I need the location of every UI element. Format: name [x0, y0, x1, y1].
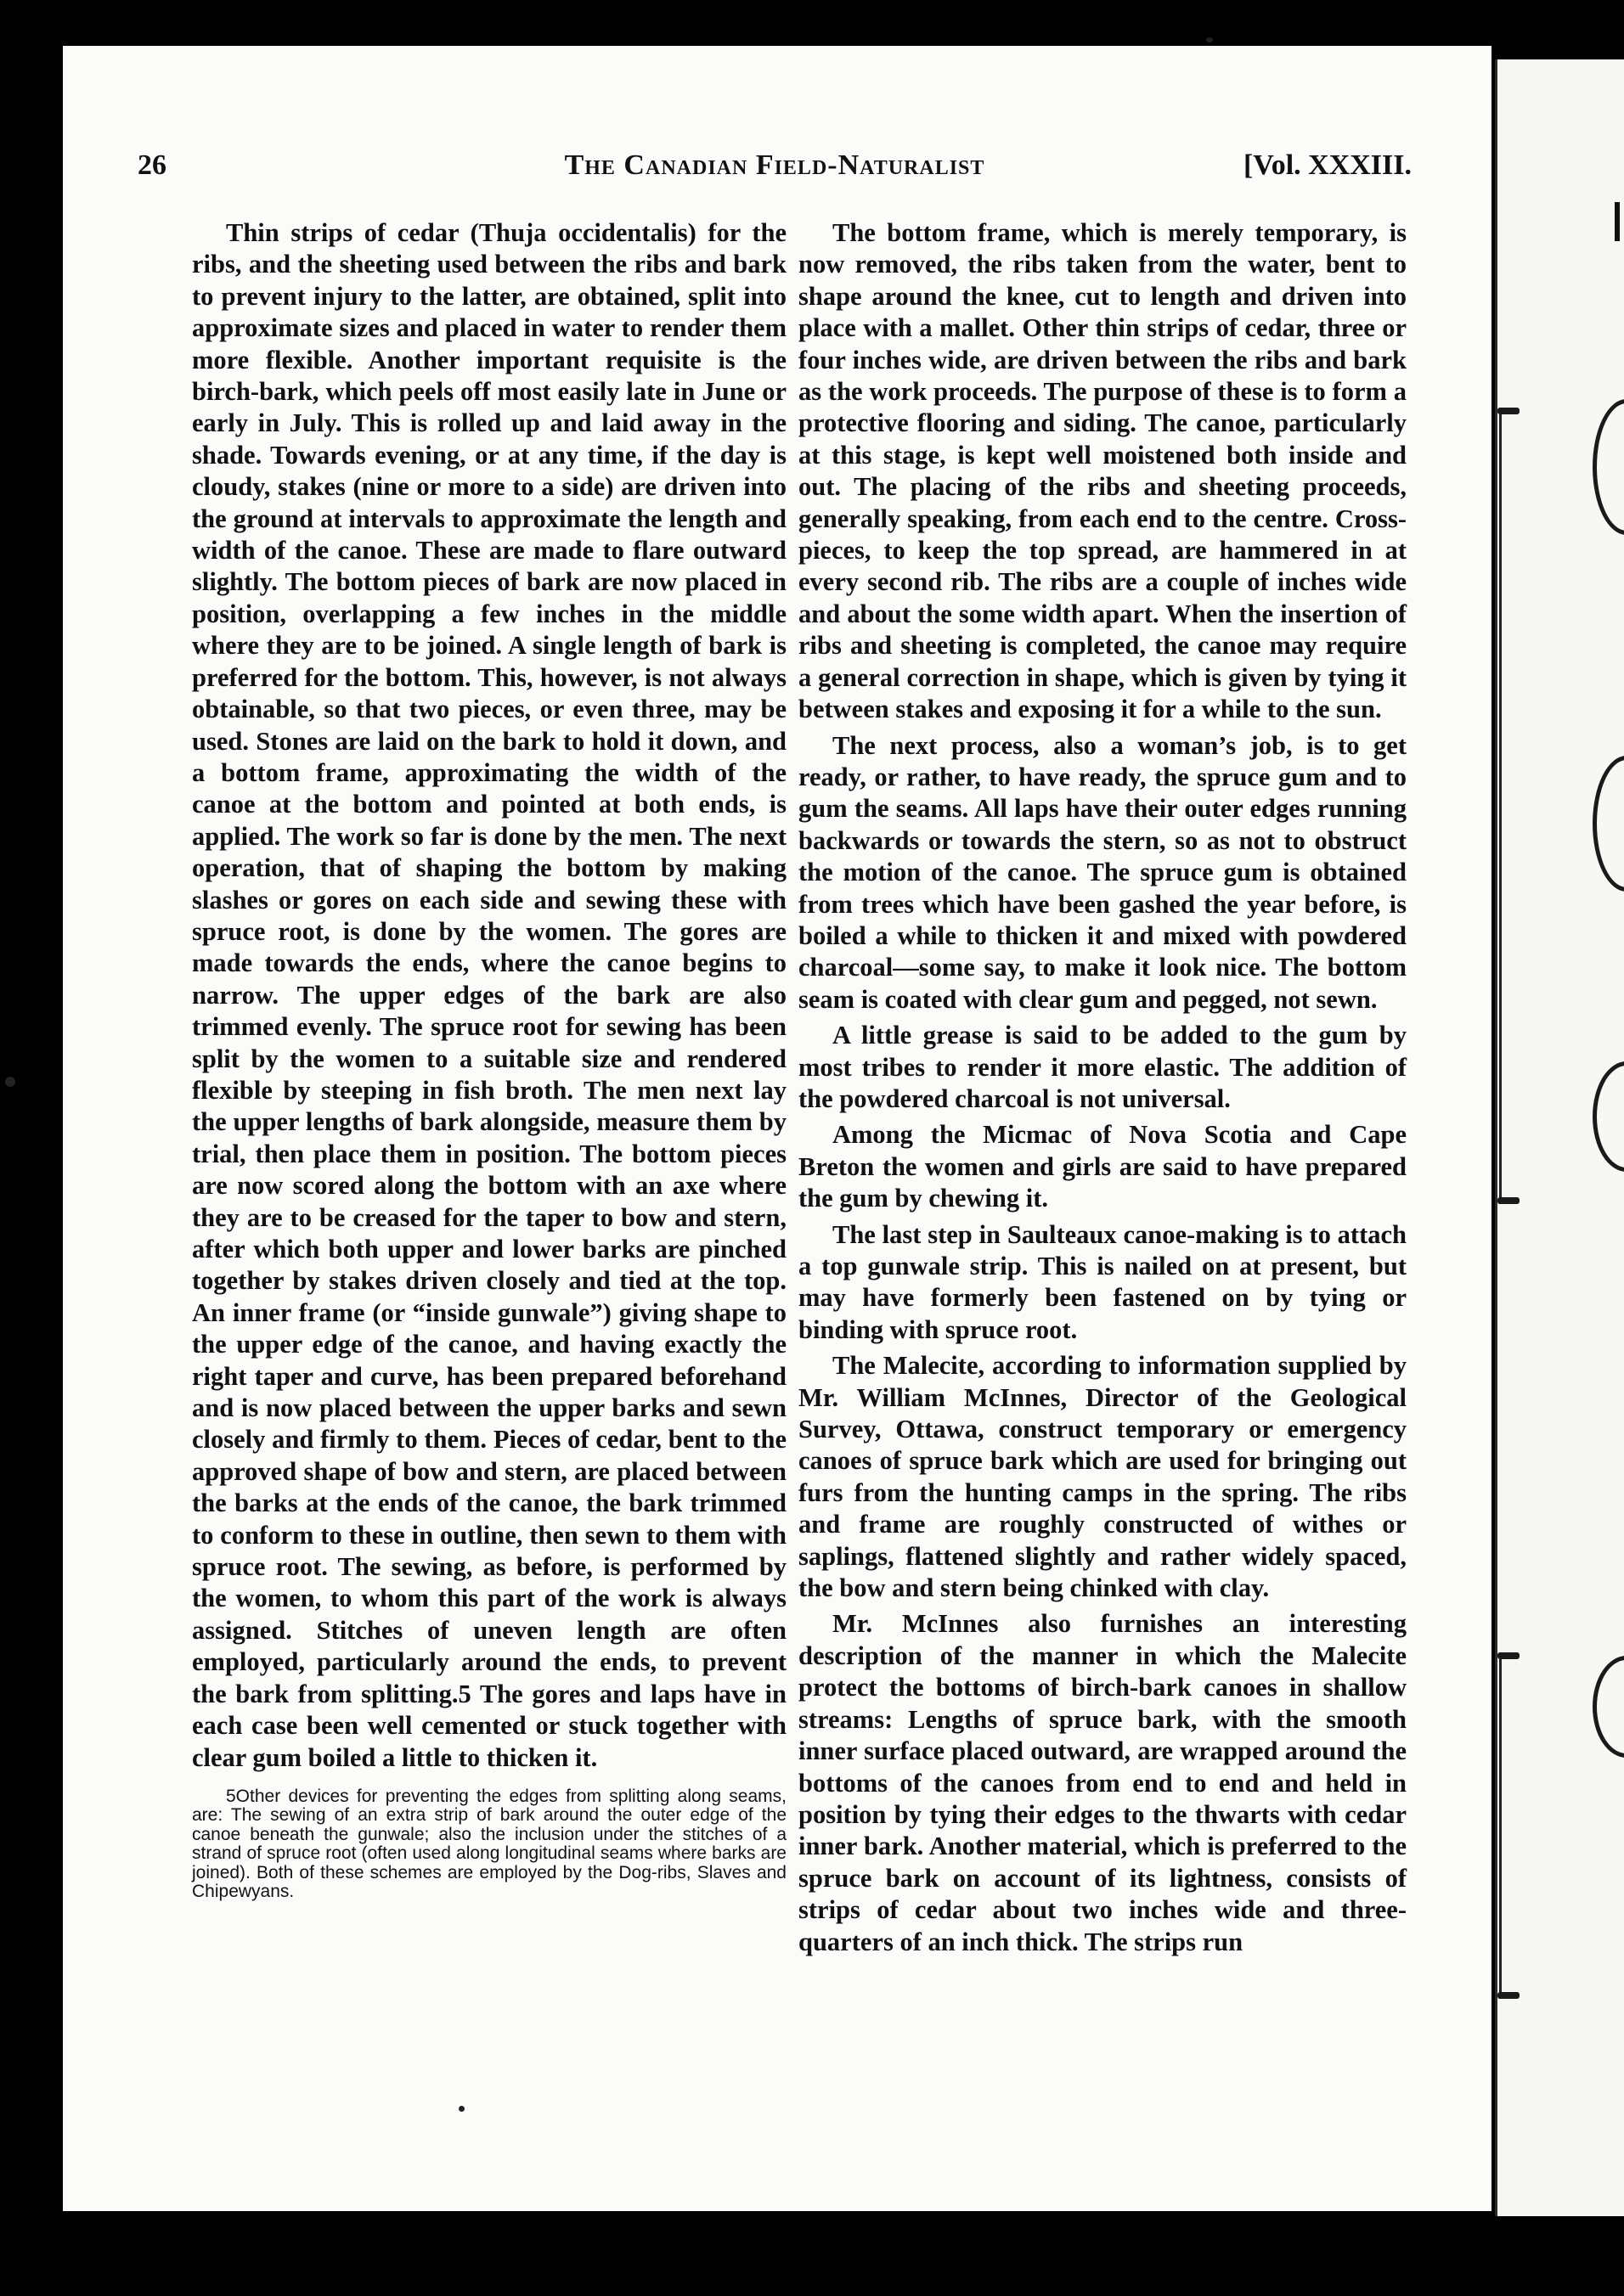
body-paragraph: The bottom frame, which is merely temporary, is now removed, the ribs taken from the water, bent to shape around the knee, cut to length and driven into place with a mallet. Other thin strips of cedar, three or four inches wide, are driven between the ribs and bark as the work proceeds. The purpose of these is to form a protective flooring and siding. The canoe, particularly at this stage, is kept well moistened both inside and out. The placing of the ribs and sheeting proceeds, generally speaking, from each end to the centre. Cross-pieces, to keep the top spread, are hammered in at every second rib. The ribs are a couple of inches wide and about the some width apart. When the insertion of ribs and sheeting is completed, the canoe may require a general correction in shape, which is given by tying it between stakes and exposing it for a while to the sun.	[798, 218, 1407, 724]
right-column	[798, 217, 1407, 1958]
body-paragraph: A little grease is said to be added to the gum by most tribes to render it more elastic. The addition of the powdered charcoal is not universal.	[798, 1021, 1407, 1113]
page-clip-mark	[1497, 408, 1520, 414]
body-paragraph: The last step in Saulteaux canoe-making is to attach a top gunwale strip. This is nailed on at present, but may have formerly been fastened on by tying or binding with spruce root.	[798, 1219, 1407, 1344]
volume-label: [Vol. XXXIII.	[1243, 149, 1412, 181]
footnote: 5Other devices for preventing the edges from splitting along seams, are: The sewing of an extra strip of bark around the outer edge of the canoe beneath the gunwale; also the inclusion under the stitches of a strand of spruce root (often used along longitudinal seams where barks are joined). Both of these schemes are employed by the Dog-ribs, Slaves and Chipewyans.	[192, 1786, 787, 1902]
facing-page-edge	[1495, 59, 1624, 2216]
print-speck	[5, 1077, 15, 1087]
margin-rule	[1499, 414, 1502, 1204]
illustration-fragment	[1593, 1656, 1624, 1758]
illustration-fragment	[1593, 1061, 1624, 1172]
body-paragraph: The next process, also a woman’s job, is to get ready, or rather, to have ready, the spruce gum and to gum the seams. All laps have their outer edges running backwards or towards the stern, so as not to obstruct the motion of the canoe. The spruce gum is obtained from trees which have been gashed the year before, is boiled a while to thicken it and mixed with powdered charcoal—some say, to make it look nice. The bottom seam is coated with clear gum and pegged, not sewn.	[798, 730, 1407, 1014]
page-clip-mark	[1497, 1652, 1520, 1659]
left-column	[192, 217, 787, 1902]
print-speck	[1206, 37, 1213, 42]
body-paragraph: Among the Micmac of Nova Scotia and Cape Breton the women and girls are said to have prepared the gum by chewing it.	[798, 1120, 1407, 1213]
body-paragraph: Mr. McInnes also furnishes an interesting description of the manner in which the Malecite protect the bottoms of birch-bark canoes in shallow streams: Lengths of spruce bark, with the smooth inner surface placed outward, are wrapped around the bottoms of the canoes from end to end and held in position by tying their edges to the thwarts with cedar inner bark. Another material, which is preferred to the spruce bark on account of its lightness, consists of strips of cedar about two inches wide and three-quarters of an inch thick. The strips run	[798, 1609, 1407, 1956]
body-paragraph: The Malecite, according to information supplied by Mr. William McInnes, Director of the Geological Survey, Ottawa, construct temporary or emergency canoes of spruce bark which are used for bringing out furs from the hunting camps in the spring. The ribs and frame are roughly constructed of withes or saplings, flattened slightly and rather widely spaced, the bow and stern being chinked with clay.	[798, 1351, 1407, 1603]
journal-title: The Canadian Field-Naturalist	[564, 149, 985, 181]
body-paragraph: Thin strips of cedar (Thuja occidentalis) for the ribs, and the sheeting used between the ribs and bark to prevent injury to the latter, are obtained, split into approximate sizes and placed in water to render them more flexible. Another important requisite is the birch-bark, which peels off most easily late in June or early in July. This is rolled up and laid away in the shade. Towards evening, or at any time, if the day is cloudy, stakes (nine or more to a side) are driven into the ground at intervals to approximate the length and width of the canoe. These are made to flare outward slightly. The bottom pieces of bark are now placed in position, overlapping a few inches in the middle where they are to be joined. A single length of bark is preferred for the bottom. This, however, is not always obtainable, so that two pieces, or even three, may be used. Stones are laid on the bark to hold it down, and a bottom frame, approximating the width of the canoe at the bottom and pointed at both ends, is applied. The work so far is done by the men. The next operation, that of shaping the bottom by making slashes or gores on each side and sewing these with spruce root, is done by the women. The gores are made towards the ends, where the canoe begins to narrow. The upper edges of the bark are also trimmed evenly. The spruce root for sewing has been split by the women to a suitable size and rendered flexible by steeping in fish broth. The men next lay the upper lengths of bark alongside, measure them by trial, then place them in position. The bottom pieces are now scored along the bottom with an axe where they are to be creased for the taper to bow and stern, after which both upper and lower barks are pinched together by stakes driven closely and tied at the top. An inner frame (or “inside gunwale”) giving shape to the upper edge of the canoe, and having exactly the right taper and curve, has been prepared beforehand and is now placed between the upper barks and sewn closely and firmly to them. Pieces of cedar, bent to the approved shape of bow and stern, are placed between the barks at the ends of the canoe, the bark trimmed to conform to these in outline, then sewn to them with spruce root. The sewing, as before, is performed by the women, to whom this part of the work is always assigned. Stitches of uneven length are often employed, particularly around the ends, to prevent the bark from splitting.5 The gores and laps have in each case been well cemented or stuck together with clear gum boiled a little to thicken it.	[192, 218, 787, 1772]
page-clip-mark	[1497, 1992, 1520, 1999]
print-speck	[459, 2106, 465, 2112]
illustration-fragment	[1593, 399, 1624, 535]
illustration-fragment	[1593, 756, 1624, 892]
page-number: 26	[138, 149, 166, 181]
facing-page-letter-fragment	[1615, 202, 1620, 241]
page-clip-mark	[1497, 1197, 1520, 1204]
running-header	[138, 144, 1412, 187]
margin-rule	[1499, 1659, 1502, 1999]
